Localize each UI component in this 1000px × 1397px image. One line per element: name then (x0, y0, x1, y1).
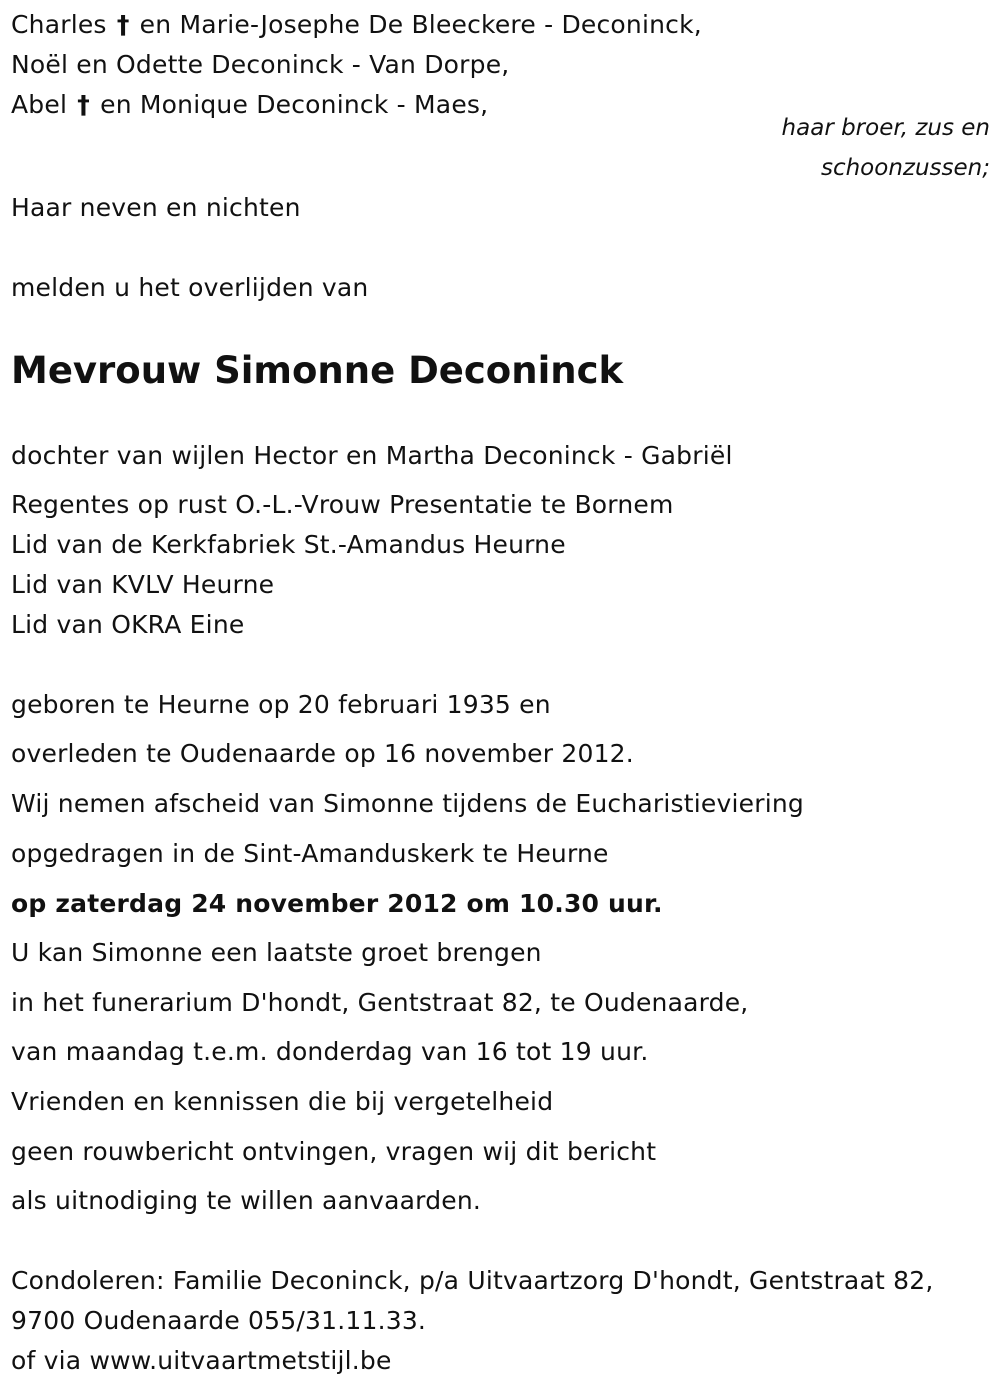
relation-line-1: haar broer, zus en (781, 115, 990, 141)
announcement-line: melden u het overlijden van (11, 273, 369, 302)
role-line: Lid van de Kerkfabriek St.-Amandus Heurne (11, 530, 566, 559)
family-line-3-rest: en Monique Deconinck - Maes, (100, 90, 489, 119)
family-line-1-rest: en Marie-Josephe De Bleeckere - Deconinck, (139, 10, 702, 39)
family-line-1 (11, 10, 702, 40)
relation-line-2: schoonzussen; (820, 155, 990, 181)
friends-line-2: geen rouwbericht ontvingen, vragen wij dit bericht (11, 1137, 657, 1166)
role-line: Lid van KVLV Heurne (11, 570, 275, 599)
deceased-name: Mevrouw Simonne Deconinck (11, 349, 624, 392)
daughter-of-line: dochter van wijlen Hector en Martha Deconinck - Gabriël (11, 441, 733, 470)
farewell-line-2: opgedragen in de Sint-Amanduskerk te Heurne (11, 839, 609, 868)
died-line: overleden te Oudenaarde op 16 november 2012. (11, 739, 634, 768)
friends-line-1: Vrienden en kennissen die bij vergetelheid (11, 1087, 554, 1116)
ceremony-date: op zaterdag 24 november 2012 om 10.30 uur. (11, 889, 663, 918)
born-line: geboren te Heurne op 20 februari 1935 en (11, 690, 551, 719)
family-line-3-first: Abel (11, 90, 68, 119)
condolences-line-3: of via www.uitvaartmetstijl.be (11, 1346, 392, 1375)
visit-line-2: in het funerarium D'hondt, Gentstraat 82, te Oudenaarde, (11, 988, 749, 1017)
cross-icon: † (77, 90, 90, 119)
condolences-line-1: Condoleren: Familie Deconinck, p/a Uitvaartzorg D'hondt, Gentstraat 82, (11, 1266, 934, 1295)
family-line-2: Noël en Odette Deconinck - Van Dorpe, (11, 50, 510, 79)
family-line-1-first: Charles (11, 10, 107, 39)
visit-line-3: van maandag t.e.m. donderdag van 16 tot 19 uur. (11, 1037, 649, 1066)
cross-icon: † (116, 10, 130, 39)
visit-line-1: U kan Simonne een laatste groet brengen (11, 938, 542, 967)
friends-line-3: als uitnodiging te willen aanvaarden. (11, 1186, 482, 1215)
condolences-line-2: 9700 Oudenaarde 055/31.11.33. (11, 1306, 427, 1335)
nephews-line: Haar neven en nichten (11, 193, 301, 222)
family-line-3 (11, 90, 488, 120)
role-line: Lid van OKRA Eine (11, 610, 245, 639)
role-line: Regentes op rust O.-L.-Vrouw Presentatie te Bornem (11, 490, 674, 519)
farewell-line-1: Wij nemen afscheid van Simonne tijdens de Eucharistieviering (11, 789, 804, 818)
